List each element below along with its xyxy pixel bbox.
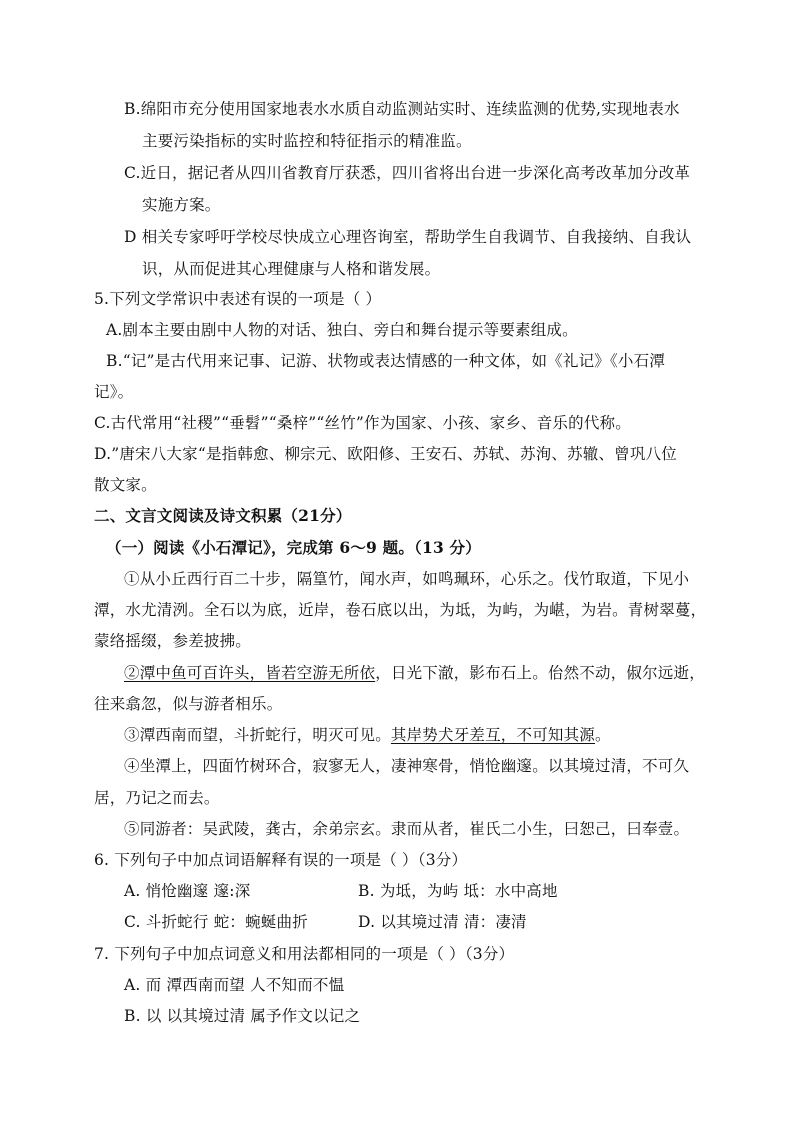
q4-option-b-line2: 主要污染指标的实时监控和特征指示的精准监。 <box>142 132 472 150</box>
passage-p3-post: 。 <box>595 726 611 744</box>
q6-option-c: C. 斗折蛇行 蛇：蜿蜒曲折 <box>124 913 308 931</box>
q5-option-d-line2: 散文家。 <box>94 476 157 494</box>
passage-p4-line2: 居，乃记之而去。 <box>94 789 220 807</box>
q7-option-b: B. 以 以其境过清 属予作文以记之 <box>124 1007 361 1025</box>
passage-p2-line1 <box>124 663 705 683</box>
passage-p3-pre: ③潭西南而望，斗折蛇行，明灭可见。 <box>124 726 391 744</box>
passage-p2-line2: 往来翕忽，似与游者相乐。 <box>94 695 283 713</box>
q4-option-d-line2: 识，从而促进其心理健康与人格和谐发展。 <box>142 260 441 278</box>
q5-option-b-line1: B.“记”是古代用来记事、记游、状物或表达情感的一种文体，如《礼记》《小石潭 <box>106 352 666 370</box>
passage-p2-line1-rest: ，日光下澈，影布石上。佁然不动，俶尔远逝， <box>375 664 705 682</box>
passage-p3 <box>124 725 611 745</box>
passage-p5: ⑤同游者：吴武陵，龚古，余弟宗玄。隶而从者，崔氏二小生，曰恕己，曰奉壹。 <box>124 820 690 838</box>
q4-option-d-line1: D 相关专家呼吁学校尽快成立心理咨询室，帮助学生自我调节、自我接纳、自我认 <box>124 228 692 246</box>
underlined-sentence-1: ②潭中鱼可百许头，皆若空游无所依 <box>124 664 376 682</box>
q5-option-c: C.古代常用“社稷”“垂髫”“桑梓”“丝竹”作为国家、小孩、家乡、音乐的代称。 <box>94 414 631 432</box>
q5-stem: 5.下列文学常识中表述有误的一项是（ ） <box>94 290 382 308</box>
q5-option-a: A.剧本主要由剧中人物的对话、独白、旁白和舞台提示等要素组成。 <box>106 321 578 339</box>
q6-option-d: D. 以其境过清 清：凄清 <box>358 913 527 931</box>
q4-option-c-line1: C.近日，据记者从四川省教育厅获悉，四川省将出台进一步深化高考改革加分改革 <box>124 164 691 182</box>
q6-stem: 6. 下列句子中加点词语解释有误的一项是（ ）（3分） <box>94 851 468 869</box>
q6-option-a: A. 悄怆幽邃 邃:深 <box>124 882 251 900</box>
underlined-sentence-2: 其岸势犬牙差互，不可知其源 <box>390 726 596 744</box>
passage-p1-line3: 蒙络摇缀，参差披拂。 <box>94 632 252 650</box>
q7-option-a: A. 而 潭西南而望 人不知而不愠 <box>124 976 345 994</box>
subsection-heading: （一）阅读《小石潭记》，完成第 6～9 题。（13 分） <box>106 538 481 557</box>
section-heading: 二、文言文阅读及诗文积累（21分） <box>94 506 352 525</box>
q7-stem: 7. 下列句子中加点词意义和用法都相同的一项是（ ）（3分） <box>94 945 515 963</box>
q5-option-b-line2: 记》。 <box>94 383 134 401</box>
q4-option-b-line1: B.绵阳市充分使用国家地表水水质自动监测站实时、连续监测的优势,实现地表水 <box>124 100 680 118</box>
passage-p1-line2: 潭，水尤清洌。全石以为底，近岸，卷石底以出，为坻，为屿，为嵁，为岩。青树翠蔓， <box>94 601 707 619</box>
q6-option-b: B. 为坻，为屿 坻：水中高地 <box>358 882 558 900</box>
passage-p1-line1: ①从小丘西行百二十步，隔篁竹，闻水声，如鸣珮环，心乐之。伐竹取道，下见小 <box>124 570 690 588</box>
q5-option-d-line1: D.”唐宋八大家“是指韩愈、柳宗元、欧阳修、王安石、苏轼、苏洵、苏辙、曾巩八位 <box>94 445 677 463</box>
q4-option-c-line2: 实施方案。 <box>142 196 221 214</box>
passage-p4-line1: ④坐潭上，四面竹树环合，寂寥无人，凄神寒骨，悄怆幽邃。以其境过清，不可久 <box>124 757 690 775</box>
